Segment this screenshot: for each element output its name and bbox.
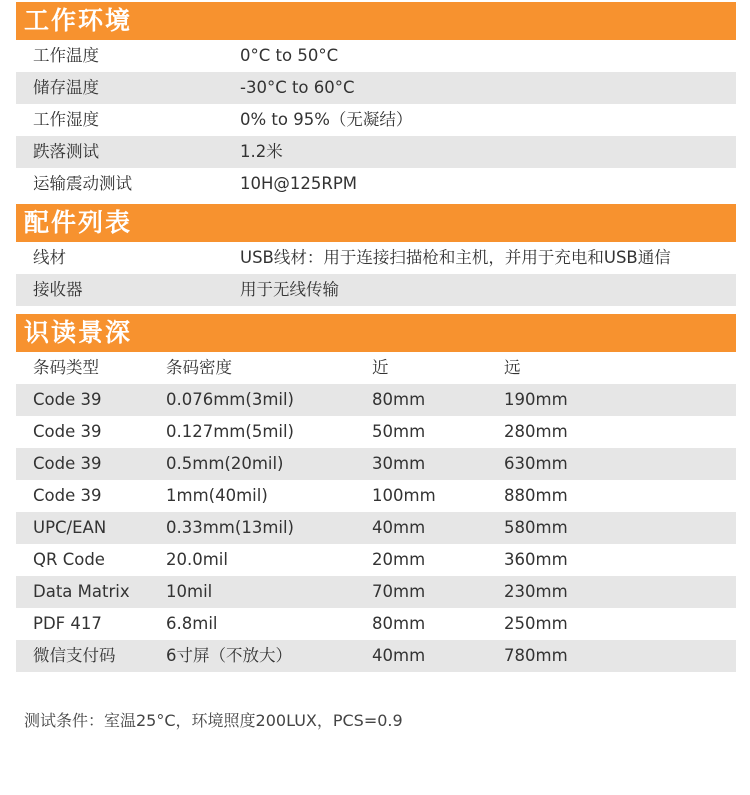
accessory-title: 配件列表 (16, 204, 736, 242)
env-value: 1.2米 (240, 142, 283, 161)
accessory-label: 接收器 (33, 280, 83, 299)
env-row (16, 40, 736, 72)
env-value: 0°C to 50°C (240, 46, 339, 65)
depth-row (16, 512, 736, 544)
far-cell: 880mm (504, 486, 568, 505)
env-row (16, 136, 736, 168)
depth-section (16, 314, 736, 672)
density-cell: 0.127mm(5mil) (166, 422, 294, 441)
near-cell: 40mm (372, 518, 426, 537)
far-cell: 780mm (504, 646, 568, 665)
far-cell: 360mm (504, 550, 568, 569)
env-row (16, 104, 736, 136)
depth-row (16, 384, 736, 416)
env-label: 工作湿度 (33, 110, 99, 129)
density-cell: 0.5mm(20mil) (166, 454, 284, 473)
test-conditions-note: 测试条件：室温25°C，环境照度200LUX，PCS=0.9 (24, 711, 403, 730)
depth-table-body (16, 384, 736, 672)
density-cell: 6.8mil (166, 614, 218, 633)
accessory-label: 线材 (33, 248, 66, 267)
density-cell: 1mm(40mil) (166, 486, 268, 505)
header-density: 条码密度 (166, 358, 232, 377)
far-cell: 630mm (504, 454, 568, 473)
depth-row (16, 640, 736, 672)
accessory-value: 用于无线传输 (240, 280, 339, 299)
barcode-type-cell: Code 39 (33, 454, 102, 473)
barcode-type-cell: PDF 417 (33, 614, 102, 633)
accessory-row (16, 274, 736, 306)
far-cell: 250mm (504, 614, 568, 633)
near-cell: 70mm (372, 582, 426, 601)
barcode-type-cell: 微信支付码 (33, 646, 116, 665)
depth-row (16, 448, 736, 480)
env-section (16, 2, 736, 200)
depth-row (16, 576, 736, 608)
near-cell: 100mm (372, 486, 436, 505)
env-value: 10H@125RPM (240, 174, 358, 193)
env-label: 工作温度 (33, 46, 99, 65)
barcode-type-cell: Data Matrix (33, 582, 130, 601)
env-label: 运输震动测试 (33, 174, 132, 193)
near-cell: 80mm (372, 614, 426, 633)
header-far: 远 (504, 358, 521, 377)
far-cell: 230mm (504, 582, 568, 601)
env-value: -30°C to 60°C (240, 78, 355, 97)
depth-row (16, 480, 736, 512)
env-label: 储存温度 (33, 78, 99, 97)
accessory-section (16, 204, 736, 306)
far-cell: 280mm (504, 422, 568, 441)
density-cell: 0.33mm(13mil) (166, 518, 294, 537)
far-cell: 190mm (504, 390, 568, 409)
density-cell: 20.0mil (166, 550, 228, 569)
far-cell: 580mm (504, 518, 568, 537)
barcode-type-cell: Code 39 (33, 422, 102, 441)
depth-title: 识读景深 (16, 314, 736, 352)
env-value: 0% to 95%（无凝结） (240, 110, 413, 129)
near-cell: 20mm (372, 550, 426, 569)
accessory-value: USB线材：用于连接扫描枪和主机，并用于充电和USB通信 (240, 248, 671, 267)
density-cell: 6寸屏（不放大） (166, 646, 292, 665)
header-barcode-type: 条码类型 (33, 358, 99, 377)
barcode-type-cell: UPC/EAN (33, 518, 107, 537)
density-cell: 0.076mm(3mil) (166, 390, 294, 409)
env-row (16, 72, 736, 104)
near-cell: 30mm (372, 454, 426, 473)
env-row (16, 168, 736, 200)
header-near: 近 (372, 358, 389, 377)
env-label: 跌落测试 (33, 142, 99, 161)
depth-row (16, 544, 736, 576)
env-title: 工作环境 (16, 2, 736, 40)
depth-row (16, 608, 736, 640)
depth-header-row (16, 352, 736, 384)
barcode-type-cell: QR Code (33, 550, 105, 569)
barcode-type-cell: Code 39 (33, 390, 102, 409)
near-cell: 80mm (372, 390, 426, 409)
near-cell: 40mm (372, 646, 426, 665)
barcode-type-cell: Code 39 (33, 486, 102, 505)
near-cell: 50mm (372, 422, 426, 441)
depth-row (16, 416, 736, 448)
density-cell: 10mil (166, 582, 213, 601)
accessory-row (16, 242, 736, 274)
